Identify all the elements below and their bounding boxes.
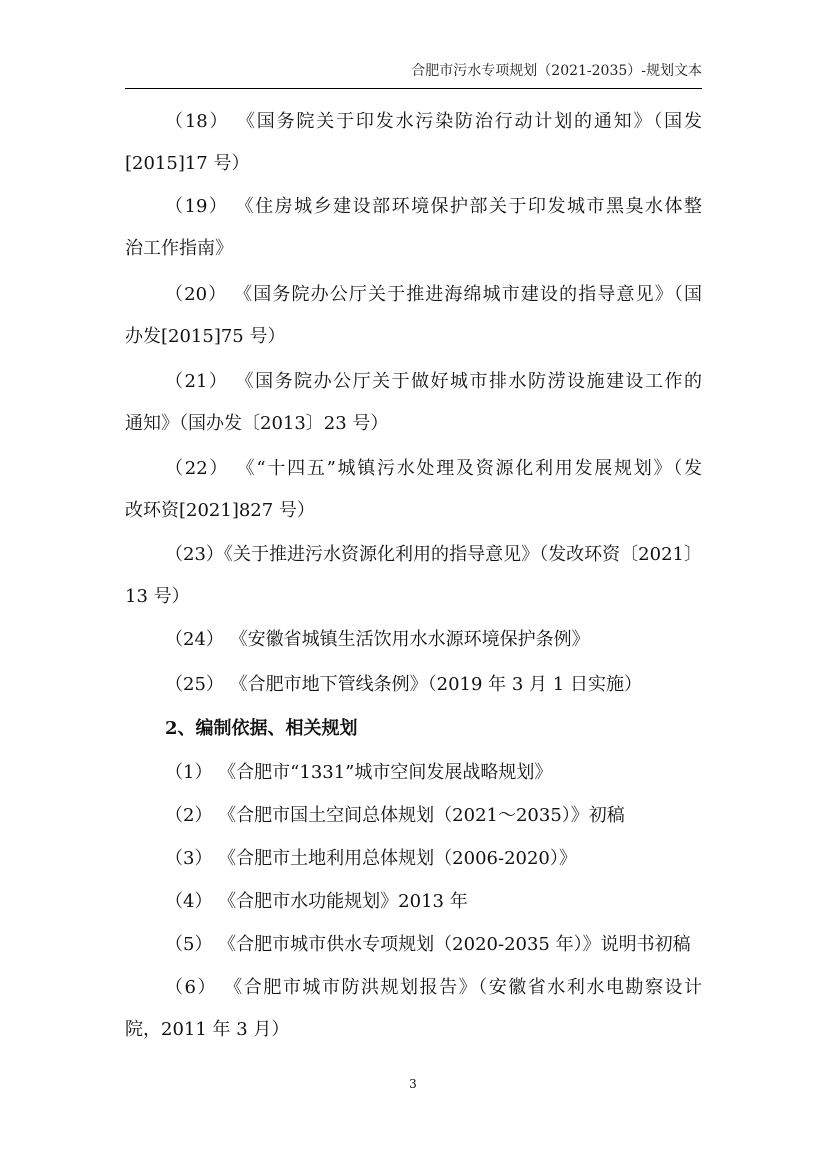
list-item: （24） 《安徽省城镇生活饮用水水源环境保护条例》 [165, 629, 590, 650]
list-item [125, 534, 702, 618]
list-item-continuation: 13 号） [125, 586, 190, 607]
running-header: 合肥市污水专项规划（2021-2035）-规划文本 [411, 63, 702, 79]
list-item: （25） 《合肥市地下管线条例》（2019 年 3 月 1 日实施） [165, 674, 642, 695]
list-item-continuation: 治工作指南》 [125, 238, 233, 259]
list-item [125, 274, 702, 358]
list-item [125, 361, 702, 445]
list-item-line: （21） 《国务院办公厅关于做好城市排水防涝设施建设工作的 [165, 371, 702, 392]
list-item [125, 186, 702, 270]
list-item-line: （19） 《住房城乡建设部环境保护部关于印发城市黑臭水体整 [165, 196, 702, 217]
list-item-continuation: 改环资[2021]827 号） [125, 500, 315, 521]
list-item: （1） 《合肥市“1331”城市空间发展战略规划》 [165, 762, 553, 783]
list-item-line: （20） 《国务院办公厅关于推进海绵城市建设的指导意见》（国 [165, 284, 702, 305]
list-item-continuation: 办发[2015]75 号） [125, 326, 286, 347]
list-item: （4） 《合肥市水功能规划》2013 年 [165, 891, 468, 912]
list-item-line: （18） 《国务院关于印发水污染防治行动计划的通知》（国发 [165, 111, 702, 132]
section-heading: 2、编制依据、相关规划 [165, 718, 358, 739]
list-item [125, 101, 702, 185]
page-number: 3 [409, 1077, 417, 1091]
list-item-line: （23）《关于推进污水资源化利用的指导意见》（发改环资〔2021〕 [165, 544, 702, 565]
list-item-continuation: 通知》（国办发〔2013〕23 号） [125, 413, 389, 434]
list-item: （3） 《合肥市土地利用总体规划（2006-2020）》 [165, 848, 577, 869]
list-item: （2） 《合肥市国土空间总体规划（2021～2035）》初稿 [165, 805, 625, 826]
list-item-continuation: 院，2011 年 3 月） [125, 1019, 290, 1040]
list-item: （5） 《合肥市城市供水专项规划（2020-2035 年）》说明书初稿 [165, 934, 691, 955]
list-item-continuation: [2015]17 号） [125, 153, 250, 174]
header-rule [125, 88, 702, 89]
list-item [125, 967, 702, 1051]
list-item-line: （22） 《“十四五”城镇污水处理及资源化利用发展规划》（发 [165, 458, 702, 479]
list-item [125, 448, 702, 532]
list-item-line: （6） 《合肥市城市防洪规划报告》（安徽省水利水电勘察设计 [165, 977, 702, 998]
